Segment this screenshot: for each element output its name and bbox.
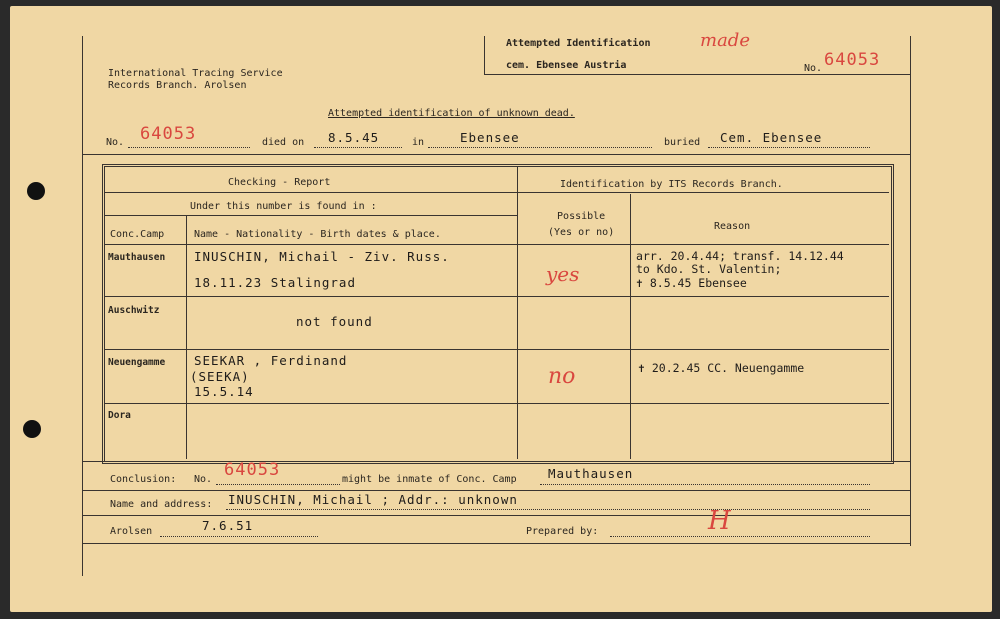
conclusion-underline bbox=[82, 490, 910, 491]
buried-dots bbox=[708, 147, 870, 148]
table-line-6 bbox=[104, 403, 889, 404]
row3-camp: Neuengamme bbox=[108, 357, 166, 368]
conclusion-middle-text: might be inmate of Conc. Camp bbox=[342, 474, 517, 485]
footer-date-dots bbox=[160, 536, 318, 537]
conclusion-no-label: No. bbox=[194, 474, 213, 485]
in-value: Ebensee bbox=[460, 130, 520, 145]
name-address-dots bbox=[226, 509, 870, 510]
table-divider-main bbox=[517, 166, 518, 459]
name-address-underline bbox=[82, 515, 910, 516]
row3-name-line2: (SEEKA) bbox=[190, 369, 250, 384]
prepared-label: Prepared by: bbox=[526, 526, 599, 537]
row1-possible: yes bbox=[546, 262, 580, 286]
in-dots bbox=[428, 147, 652, 148]
table-divider-camp bbox=[186, 216, 187, 459]
died-dots bbox=[314, 147, 402, 148]
col-possible-header: Possible (Yes or no) bbox=[548, 211, 615, 238]
punch-hole-top bbox=[27, 182, 45, 200]
record-no-label: No. bbox=[106, 137, 125, 148]
row3-name-line3: 15.5.14 bbox=[194, 384, 254, 399]
conclusion-topline bbox=[82, 461, 910, 462]
header-no-value: 64053 bbox=[824, 50, 881, 70]
page-title: Attempted identification of unknown dead. bbox=[328, 108, 575, 119]
table-line-2 bbox=[104, 215, 518, 216]
attempted-location: cem. Ebensee Austria bbox=[506, 60, 627, 71]
row3-reason-line1: ✝ 20.2.45 CC. Neuengamme bbox=[638, 361, 805, 375]
died-label: died on bbox=[262, 137, 305, 148]
row1-name-line2: 18.11.23 Stalingrad bbox=[194, 275, 356, 290]
conclusion-camp-dots bbox=[540, 484, 870, 485]
col-name-header: Name - Nationality - Birth dates & place. bbox=[194, 229, 441, 240]
row3-possible: no bbox=[548, 364, 576, 389]
prepared-initials: H bbox=[708, 506, 731, 536]
row1-name-line1: INUSCHIN, Michail - Ziv. Russ. bbox=[194, 249, 450, 264]
row2-name-line1: not found bbox=[296, 314, 373, 329]
document-card bbox=[10, 6, 992, 612]
attempted-status: made bbox=[700, 30, 750, 51]
row1-camp: Mauthausen bbox=[108, 252, 166, 263]
conclusion-no-value: 64053 bbox=[224, 460, 281, 480]
in-label: in bbox=[412, 137, 425, 148]
org-line2: Records Branch. Arolsen bbox=[108, 80, 247, 91]
found-in-header: Under this number is found in : bbox=[190, 201, 377, 212]
conclusion-camp-value: Mauthausen bbox=[548, 466, 634, 481]
buried-label: buried bbox=[664, 137, 701, 148]
col-reason-header: Reason bbox=[714, 221, 751, 232]
row1-reason-line3: ✝ 8.5.45 Ebensee bbox=[636, 276, 747, 290]
footer-date-value: 7.6.51 bbox=[202, 518, 254, 533]
row1-reason-line1: arr. 20.4.44; transf. 14.12.44 bbox=[636, 249, 844, 263]
footer-underline bbox=[82, 543, 910, 544]
conclusion-label: Conclusion: bbox=[110, 474, 177, 485]
row1-reason-line2: to Kdo. St. Valentin; bbox=[636, 262, 782, 276]
col-camp-header: Conc.Camp bbox=[110, 229, 165, 240]
buried-value: Cem. Ebensee bbox=[720, 130, 823, 145]
record-no-dots bbox=[128, 147, 250, 148]
row4-camp: Dora bbox=[108, 410, 131, 421]
prepared-dots bbox=[610, 536, 870, 537]
attempted-label: Attempted Identification bbox=[506, 38, 651, 49]
org-line1: International Tracing Service bbox=[108, 68, 283, 79]
identification-header: Identification by ITS Records Branch. bbox=[560, 179, 783, 190]
row2-camp: Auschwitz bbox=[108, 305, 160, 316]
row3-name-line1: SEEKAR , Ferdinand bbox=[194, 353, 348, 368]
name-address-value: INUSCHIN, Michail ; Addr.: unknown bbox=[228, 492, 518, 507]
header-no-label: No. bbox=[804, 63, 823, 74]
left-margin-line bbox=[82, 36, 83, 576]
checking-header: Checking - Report bbox=[228, 177, 331, 188]
stamp-box-bottom bbox=[484, 74, 910, 75]
table-line-1 bbox=[104, 192, 889, 193]
footer-place-label: Arolsen bbox=[110, 526, 153, 537]
right-margin-line bbox=[910, 36, 911, 546]
stamp-box-left bbox=[484, 36, 485, 74]
table-line-3 bbox=[104, 244, 889, 245]
record-underline bbox=[82, 154, 910, 155]
record-no-value: 64053 bbox=[140, 124, 197, 144]
table-line-5 bbox=[104, 349, 889, 350]
table-line-4 bbox=[104, 296, 889, 297]
punch-hole-bottom bbox=[23, 420, 41, 438]
died-value: 8.5.45 bbox=[328, 130, 380, 145]
table-divider-reason bbox=[630, 194, 631, 459]
name-address-label: Name and address: bbox=[110, 499, 213, 510]
conclusion-no-dots bbox=[216, 484, 340, 485]
